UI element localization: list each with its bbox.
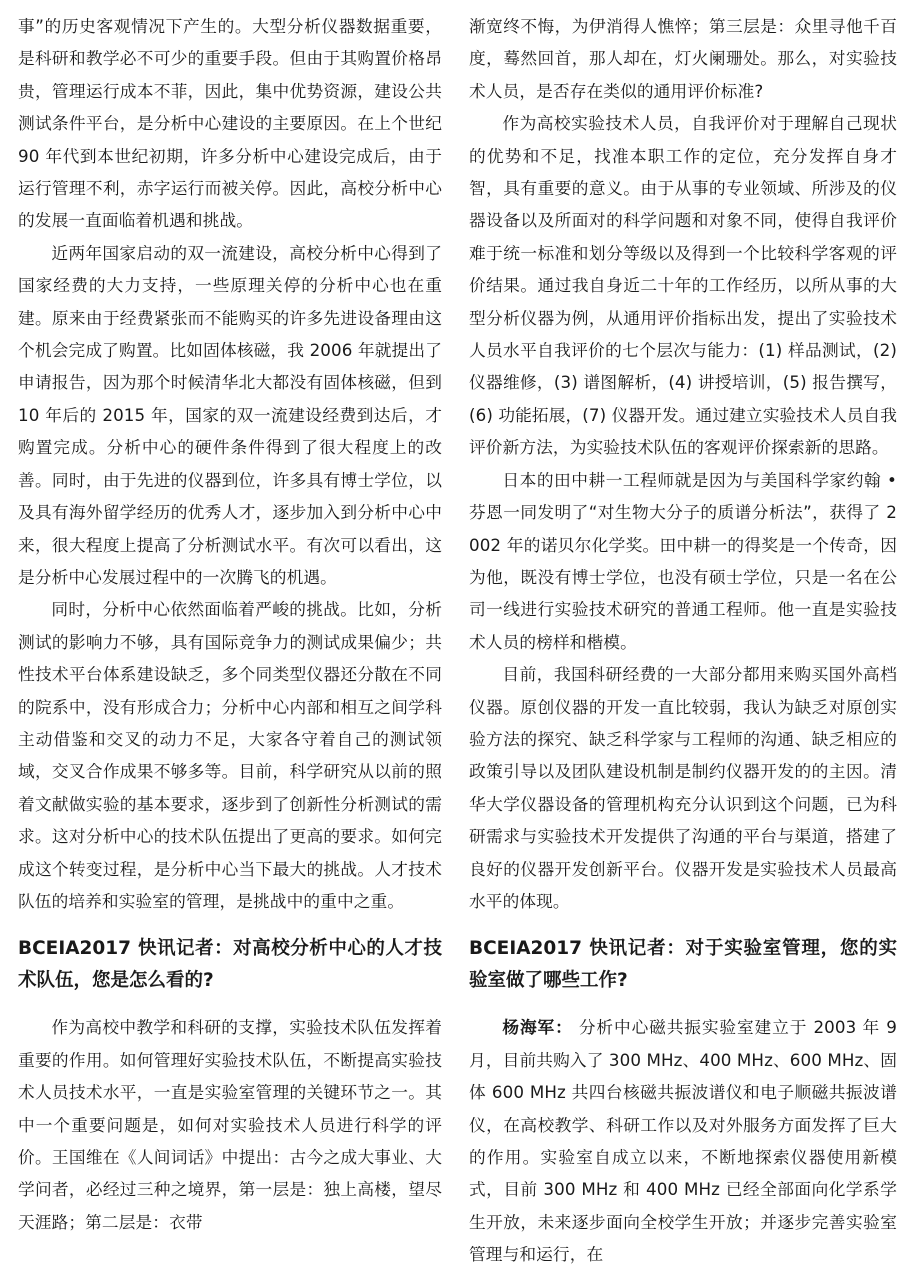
left-paragraph-2: 近两年国家启动的双一流建设，高校分析中心得到了国家经费的大力支持，一些原理关停的分析中心也在重建。原来由于经费紧张而不能购买的许多先进设备理由这个机会完成了购置。比如固体核磁，我 2006 年就提出了申请报告，因为那个时候清华北大都没有固体核磁，但到 10 年后的 2015 年，国家的双一流建设经费到达后，才购置完成。分析中心的硬件条件得到了很大程度上的改善。同时，由于先进的仪器到位，许多具有博士学位，以及具有海外留学经历的优秀人才，逐步加入到分析中心中来，很大程度上提高了分析测试水平。有次可以看出，这是分析中心发展过程中的一次腾飞的机遇。 bbox=[18, 242, 442, 587]
left-interview-question: BCEIA2017 快讯记者：对高校分析中心的人才技术队伍，您是怎么看的? bbox=[18, 938, 442, 992]
right-paragraph-1: 渐宽终不悔，为伊消得人憔悴；第三层是：众里寻他千百度，蓦然回首，那人却在，灯火阑珊处。那么，对实验技术人员，是否存在类似的通用评价标准? bbox=[469, 16, 897, 101]
left-paragraph-1: 事”的历史客观情况下产生的。大型分析仪器数据重要，是科研和教学必不可少的重要手段。但由于其购置价格昂贵，管理运行成本不菲，因此，集中优势资源，建设公共测试条件平台，是分析中心建设的主要原因。在上个世纪 90 年代到本世纪初期，许多分析中心建设完成后，由于运行管理不利，赤字运行而被关停。因此，高校分析中心的发展一直面临着机遇和挑战。 bbox=[18, 16, 442, 231]
left-paragraph-4: 作为高校中教学和科研的支撑，实验技术队伍发挥着重要的作用。如何管理好实验技术队伍，不断提高实验技术人员技术水平，一直是实验室管理的关键环节之一。其中一个重要问题是，如何对实验技术人员进行科学的评价。王国维在《人间词话》中提出：古今之成大事业、大学问者，必经过三种之境界，第一层是：独上高楼，望尽天涯路；第二层是：衣带 bbox=[18, 1017, 442, 1232]
left-column bbox=[18, 10, 442, 1238]
right-paragraph-5 bbox=[469, 1011, 897, 1270]
speaker-name: 杨海军： bbox=[502, 1017, 573, 1038]
right-interview-question: BCEIA2017 快讯记者：对于实验室管理，您的实验室做了哪些工作? bbox=[469, 938, 897, 992]
right-paragraph-3: 日本的田中耕一工程师就是因为与美国科学家约翰 • 芬恩一同发明了“对生物大分子的质谱分析法”，获得了 2002 年的诺贝尔化学奖。田中耕一的得奖是一个传奇，因为他，既没有博士学位，也没有硕士学位，只是一名在公司一线进行实验技术研究的普通工程师。他一直是实验技术人员的榜样和楷模。 bbox=[469, 469, 897, 652]
right-paragraph-5-text: 分析中心磁共振实验室建立于 2003 年 9 月，目前共购入了 300 MHz、400 MHz、600 MHz、固体 600 MHz 共四台核磁共振波谱仪和电子顺磁共振波谱仪，在高校教学、科研工作以及对外服务方面发挥了巨大的作用。实验室自成立以来，不断地探索仪器使用新模式，目前 300 MHz 和 400 MHz 已经全部面向化学系学生开放，未来逐步面向全校学生开放；并逐步完善实验室管理与和运行，在 bbox=[469, 1017, 897, 1265]
right-paragraph-4: 目前，我国科研经费的一大部分都用来购买国外高档仪器。原创仪器的开发一直比较弱，我认为缺乏对原创实验方法的探究、缺乏科学家与工程师的沟通、缺乏相应的政策引导以及团队建设机制是制约仪器开发的的主因。清华大学仪器设备的管理机构充分认识到这个问题，已为科研需求与实验技术开发提供了沟通的平台与渠道，搭建了良好的仪器开发创新平台。仪器开发是实验技术人员最高水平的体现。 bbox=[469, 664, 897, 911]
right-column bbox=[469, 10, 897, 1271]
left-paragraph-3: 同时，分析中心依然面临着严峻的挑战。比如，分析测试的影响力不够，具有国际竞争力的测试成果偏少；共性技术平台体系建设缺乏，多个同类型仪器还分散在不同的院系中，没有形成合力；分析中心内部和相互之间学科主动借鉴和交叉的动力不足，大家各守着自己的测试领域，交叉合作成果不够多等。目前，科学研究从以前的照着文献做实验的基本要求，逐步到了创新性分析测试的需求。这对分析中心的技术队伍提出了更高的要求。如何完成这个转变过程，是分析中心当下最大的挑战。人才技术队伍的培养和实验室的管理，是挑战中的重中之重。 bbox=[18, 599, 442, 911]
right-paragraph-2: 作为高校实验技术人员，自我评价对于理解自己现状的优势和不足，找准本职工作的定位，充分发挥自身才智，具有重要的意义。由于从事的专业领域、所涉及的仪器设备以及所面对的科学问题和对象不同，使得自我评价难于统一标准和划分等级以及得到一个比较科学客观的评价结果。通过我自身近二十年的工作经历，以所从事的大型分析仪器为例，从通用评价指标出发，提出了实验技术人员水平自我评价的七个层次与能力：(1) 样品测试，(2) 仪器维修，(3) 谱图解析，(4) 讲授培训，(5) 报告撰写，(6) 功能拓展，(7) 仪器开发。通过建立实验技术人员自我评价新方法，为实验技术队伍的客观评价探索新的思路。 bbox=[469, 113, 898, 458]
